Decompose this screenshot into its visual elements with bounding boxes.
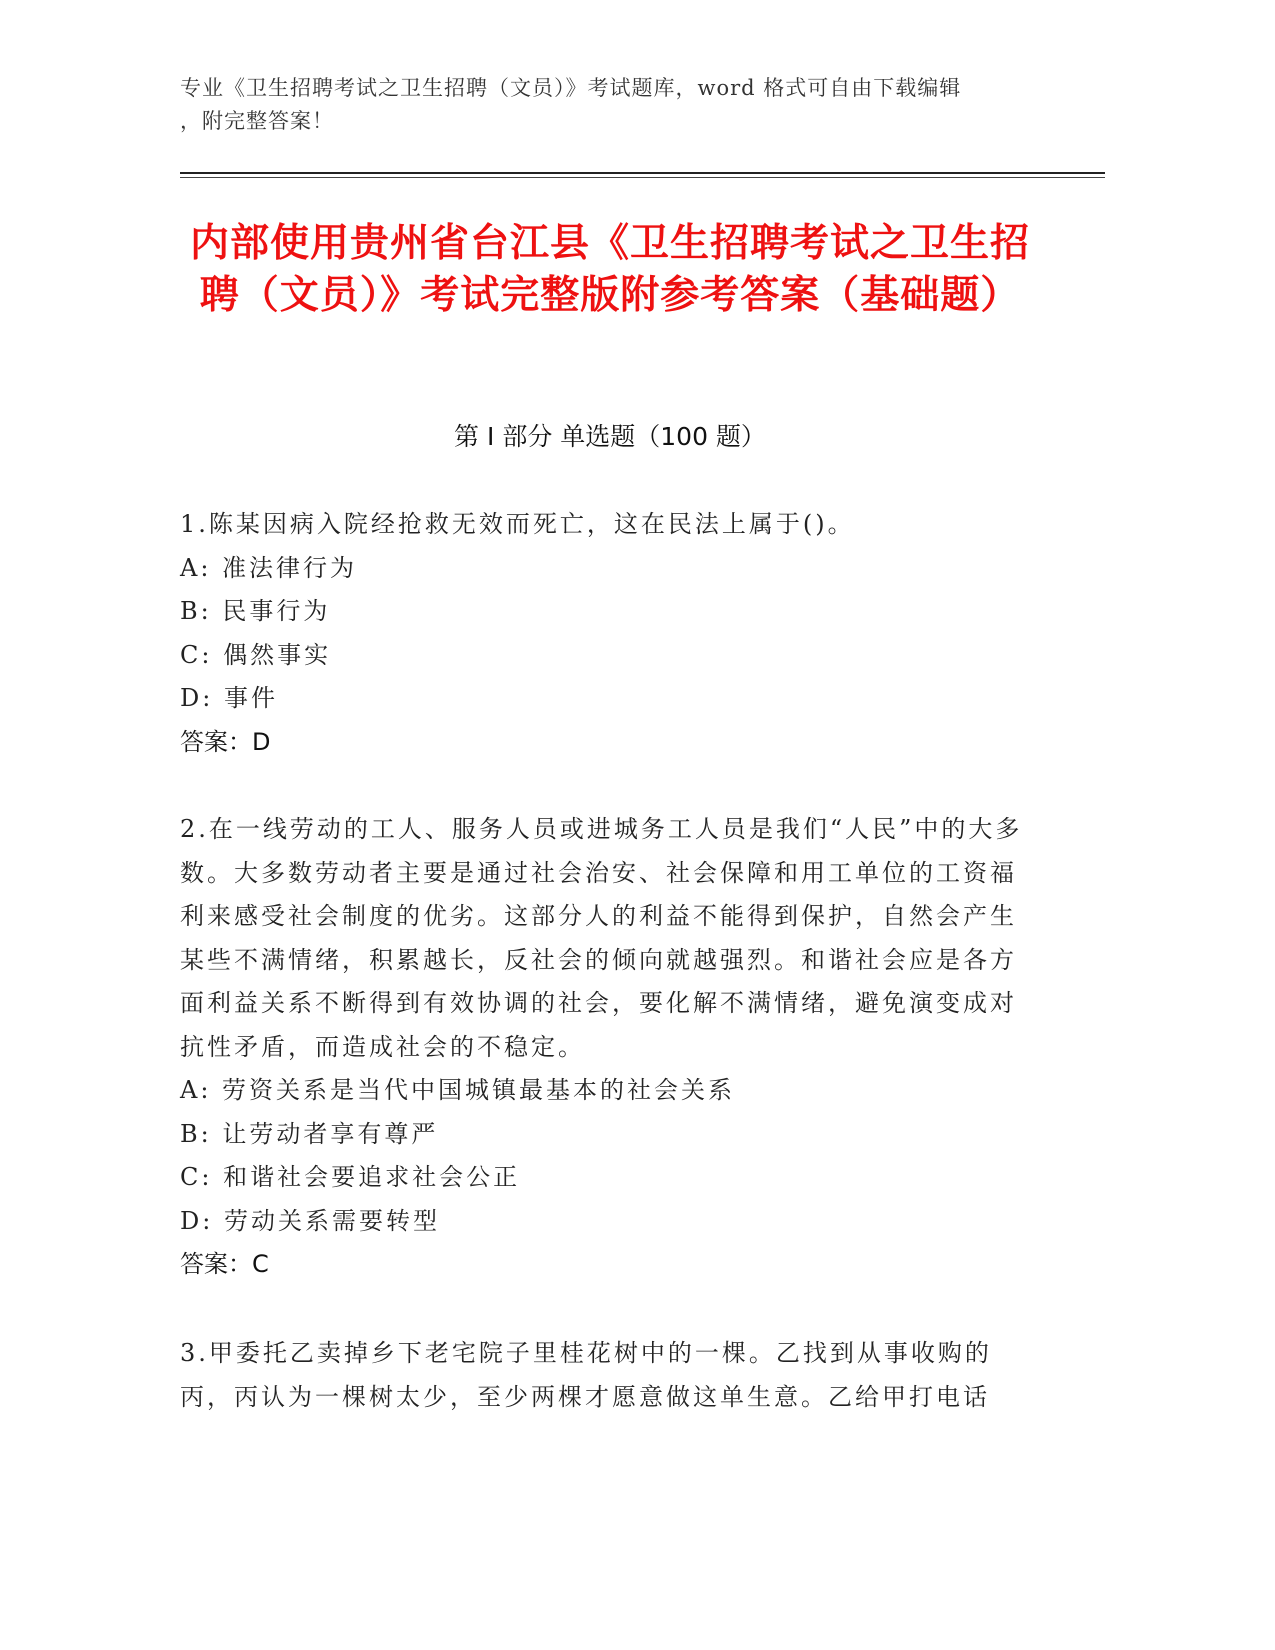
- section-title: 第 I 部分 单选题（100 题）: [454, 422, 766, 451]
- header-note: [180, 72, 1040, 138]
- question-text: 2.在一线劳动的工人、服务人员或进城务工人员是我们“人民”中的大多数。大多数劳动者主要是通过社会治安、社会保障和用工单位的工资福利来感受社会制度的优劣。这部分人的利益不能得到保护，自然会产生某些不满情绪，积累越长，反社会的倾向就越强烈。和谐社会应是各方面利益关系不断得到有效协调的社会，要化解不满情绪，避免演变成对抗性矛盾，而造成社会的不稳定。: [180, 815, 1023, 1061]
- question-text: 1.陈某因病入院经抢救无效而死亡，这在民法上属于()。: [180, 510, 855, 538]
- header-divider-thick: [180, 172, 1105, 174]
- option-b: B: 让劳动者享有尊严: [180, 1119, 439, 1148]
- option-b: B: 民事行为: [180, 597, 331, 625]
- question-1: [180, 503, 1025, 764]
- option-a: A: 劳资关系是当代中国城镇最基本的社会关系: [180, 1076, 736, 1104]
- option-c: C: 和谐社会要追求社会公正: [180, 1163, 521, 1191]
- answer-line: 答案：D: [180, 727, 271, 756]
- header-note-line-2: ，附完整答案！: [180, 109, 334, 133]
- option-a: A: 准法律行为: [180, 553, 358, 582]
- answer-line: 答案：C: [180, 1250, 269, 1278]
- question-text: 3.甲委托乙卖掉乡下老宅院子里桂花树中的一棵。乙找到从事收购的丙，丙认为一棵树太少，至少两棵才愿意做这单生意。乙给甲打电话: [180, 1339, 992, 1411]
- option-d: D: 劳动关系需要转型: [180, 1206, 440, 1235]
- option-c: C: 偶然事实: [180, 640, 332, 669]
- question-2: [180, 808, 1025, 1287]
- option-d: D: 事件: [180, 684, 278, 712]
- header-divider-thin: [180, 177, 1105, 178]
- question-3: [180, 1332, 1025, 1419]
- header-note-line-1: 专业《卫生招聘考试之卫生招聘（文员）》考试题库，word 格式可自由下载编辑: [180, 76, 962, 100]
- document-title: 内部使用贵州省台江县《卫生招聘考试之卫生招聘（文员）》考试完整版附参考答案（基础题）: [189, 221, 1030, 318]
